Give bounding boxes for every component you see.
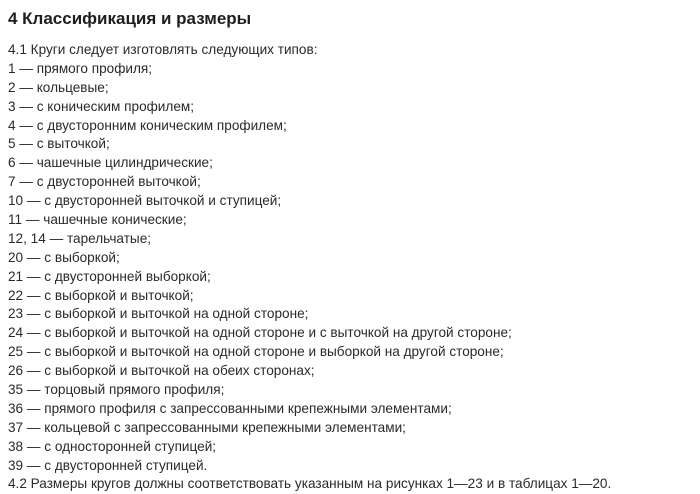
list-item: 21 — с двусторонней выборкой; (8, 268, 211, 284)
section-title: 4 Классификация и размеры (8, 9, 252, 28)
list-item: 24 — с выборкой и выточкой на одной стороне и с выточкой на другой стороне; (8, 325, 512, 341)
document-body (8, 41, 611, 494)
list-item: 7 — с двусторонней выточкой; (8, 174, 201, 190)
list-item: 23 — с выборкой и выточкой на одной стороне; (8, 306, 309, 322)
closing-paragraph: 4.2 Размеры кругов должны соответствовать указанным на рисунках 1—23 и в таблицах 1—20. (8, 476, 612, 492)
list-item: 1 — прямого профиля; (8, 60, 153, 76)
list-item: 5 — с выточкой; (8, 136, 110, 152)
list-item: 38 — с односторонней ступицей; (8, 438, 217, 454)
list-item: 35 — торцовый прямого профиля; (8, 382, 225, 398)
list-item: 26 — с выборкой и выточкой на обеих сторонах; (8, 363, 315, 379)
list-item: 2 — кольцевые; (8, 79, 109, 95)
intro-paragraph: 4.1 Круги следует изготовлять следующих типов: (8, 42, 318, 57)
list-item: 20 — с выборкой; (8, 249, 120, 265)
list-item: 6 — чашечные цилиндрические; (8, 155, 213, 171)
list-item: 39 — с двусторонней ступицей. (8, 457, 208, 473)
list-item: 3 — с коническим профилем; (8, 98, 195, 114)
list-item: 37 — кольцевой с запрессованными крепежными элементами; (8, 419, 406, 435)
list-item: 12, 14 — тарельчатые; (8, 230, 152, 246)
list-item: 22 — с выборкой и выточкой; (8, 287, 194, 303)
list-item: 11 — чашечные конические; (8, 212, 187, 228)
list-item: 10 — с двусторонней выточкой и ступицей; (8, 193, 282, 209)
list-item: 4 — с двусторонним коническим профилем; (8, 117, 287, 133)
type-list (8, 60, 611, 476)
list-item: 36 — прямого профиля с запрессованными крепежными элементами; (8, 400, 452, 416)
list-item: 25 — с выборкой и выточкой на одной стороне и выборкой на другой стороне; (8, 344, 504, 360)
